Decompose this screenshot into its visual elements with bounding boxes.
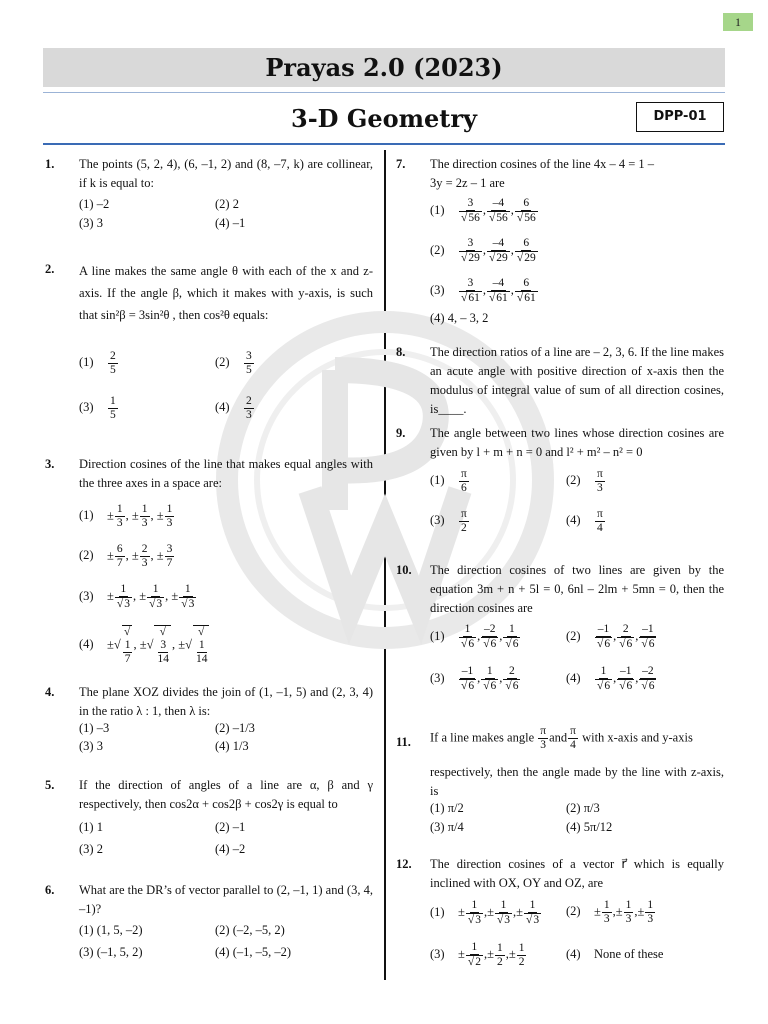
option-1: (1) $\frac{2}{5}$ [79,350,116,376]
option-3: (3) –1 √ 6 , 1 √ 6 , 2 √ 6 [430,665,521,693]
option-4: (4) 5π/12 [566,820,613,834]
question-text: If a line makes angle $\frac{\pi}{3}$ and $\frac{\pi}{4}$ with x-axis and y-axis [430,725,693,751]
question-number: 7. [396,157,406,171]
option-4: (4) –1 [215,216,246,230]
question-text-cont: respectively, then the angle made by the line with z-axis, is [430,765,724,798]
question-6 [45,881,373,966]
option-3: (3) 3 [79,216,103,230]
question-text: What are the DR’s of vector parallel to (2, –1, 1) and (3, 4, –1)? [79,883,373,916]
question-1 [45,155,373,235]
question-3 [45,455,373,665]
question-12 [396,855,724,980]
option-2: (2) ± $\frac{1}{3}$ ,± $\frac{1}{3}$ ,± $\frac{1}{3}$ [566,899,654,925]
question-11 [396,725,724,840]
option-3: (3) $\frac{1}{5}$ [79,395,116,421]
option-1: (1) (1, 5, –2) [79,923,143,937]
option-2: (2) –1/3 [215,721,255,735]
question-2 [45,260,373,435]
question-text: The direction cosines of two lines are given by the equation 3m + n + 5l = 0, 6nl – 2lm + 5mn = 0, then the direction cosines are [430,563,724,615]
dpp-badge: DPP-01 [636,102,724,132]
option-1: (1) $\frac{\pi}{6}$ [430,468,467,494]
question-number: 6. [45,883,55,897]
question-10 [396,561,724,706]
option-4: (4) 4, – 3, 2 [430,311,489,325]
question-number: 11. [396,735,411,749]
column-divider [384,150,386,980]
option-2: (2) –1 √ 6 , 2 √ 6 , –1 √ 6 [566,623,657,651]
option-4: (4) $\frac{\pi}{4}$ [566,508,603,534]
option-1: (1) –2 [79,197,110,211]
question-text: The direction ratios of a line are – 2, 3, 6. If the line makes an acute angle with positive direction of x-axis then the modulus of integral value of sum of all direction cosines, is____. [430,345,724,416]
option-4: (4) 1 √ 6 , –1 √ 6 , –2 √ 6 [566,665,657,693]
option-4: (4) (–1, –5, –2) [215,945,292,959]
option-4: (4) 1/3 [215,739,249,753]
question-9 [396,424,724,544]
option-4: (4) –2 [215,842,246,856]
option-2: (2) $\frac{\pi}{3}$ [566,468,603,494]
question-4 [45,683,373,758]
option-1: (1) 1 [79,820,103,834]
option-1: (1) ± 1 √ 3 ,± 1 √ 3 ,± 1 √ 3 [430,899,542,927]
option-1: (1) ± $\frac{1}{3}$ , ± $\frac{1}{3}$ , ± $\frac{1}{3}$ [79,503,173,529]
question-number: 9. [396,426,406,440]
question-text: The direction cosines of the line 4x – 4 = 1 – 3y = 2z – 1 are [430,157,655,190]
option-3: (3) $\frac{\pi}{2}$ [430,508,467,534]
question-8 [396,343,724,416]
question-number: 4. [45,685,55,699]
option-2: (2) 3 √ 29 , –4 √ 29 , 6 √ 29 [430,237,539,265]
question-number: 5. [45,778,55,792]
option-4: (4) None of these [566,947,664,961]
question-7 [396,155,724,330]
question-text: The angle between two lines whose direction cosines are given by l + m + n = 0 and l² + m² – n² = 0 [430,426,724,459]
option-2: (2) 2 [215,197,239,211]
question-text: If the direction of angles of a line are α, β and γ respectively, then cos2α + cos2β + cos2γ is equal to [79,778,373,811]
question-number: 10. [396,563,412,577]
option-2: (2) π/3 [566,801,600,815]
question-text: A line makes the same angle θ with each of the x and z-axis. If the angle β, which it makes with y-axis, is such that sin²β = 3sin²θ , then cos²θ equals: [79,264,373,322]
option-1: (1) 1 √ 6 , –2 √ 6 , 1 √ 6 [430,623,521,651]
option-2: (2) (–2, –5, 2) [215,923,285,937]
option-1: (1) –3 [79,721,110,735]
question-number: 1. [45,157,55,171]
option-4: (4) $\frac{2}{3}$ [215,395,252,421]
series-title: Prayas 2.0 (2023) [43,48,725,87]
question-text: The plane XOZ divides the join of (1, –1, 5) and (2, 3, 4) in the ratio λ : 1, then λ is: [79,685,373,718]
option-3: (3) 2 [79,842,103,856]
option-2: (2) $\frac{3}{5}$ [215,350,252,376]
option-2: (2) ± $\frac{6}{7}$ , ± $\frac{2}{3}$ , ± $\frac{3}{7}$ [79,543,173,569]
option-1: (1) π/2 [430,801,464,815]
divider [43,143,725,145]
option-2: (2) –1 [215,820,246,834]
page-title: 3-D Geometry [291,104,477,133]
option-3: (3) π/4 [430,820,464,834]
question-5 [45,776,373,861]
option-3: (3) ± 1 √ 2 ,± $\frac{1}{2}$ ,± $\frac{1}{2}$ [430,941,527,969]
question-number: 8. [396,345,406,359]
option-3: (3) (–1, 5, 2) [79,945,143,959]
question-text: The points (5, 2, 4), (6, –1, 2) and (8, –7, k) are collinear, if k is equal to: [79,157,373,190]
option-3: (3) ± 1 √ 3 , ± 1 √ 3 , ± 1 √ 3 [79,583,197,611]
divider [43,92,725,93]
option-3: (3) 3 √ 61 , –4 √ 61 , 6 √ 61 [430,277,539,305]
question-text: The direction cosines of a vector r⃗ which is equally inclined with OX, OY and OZ, are [430,857,724,890]
page-number: 1 [723,13,753,31]
option-3: (3) 3 [79,739,103,753]
question-number: 2. [45,262,55,276]
option-1: (1) 3 √ 56 , –4 √ 56 , 6 √ 56 [430,197,539,225]
option-4: (4) ±√ √ $\frac{1}{7}$ , ±√ √ $\frac{3}{14}$ , ±√ √ $\frac{1}{14}$ [79,625,210,666]
question-number: 12. [396,857,412,871]
question-number: 3. [45,457,55,471]
question-text: Direction cosines of the line that makes equal angles with the three axes in a space are: [79,457,373,490]
